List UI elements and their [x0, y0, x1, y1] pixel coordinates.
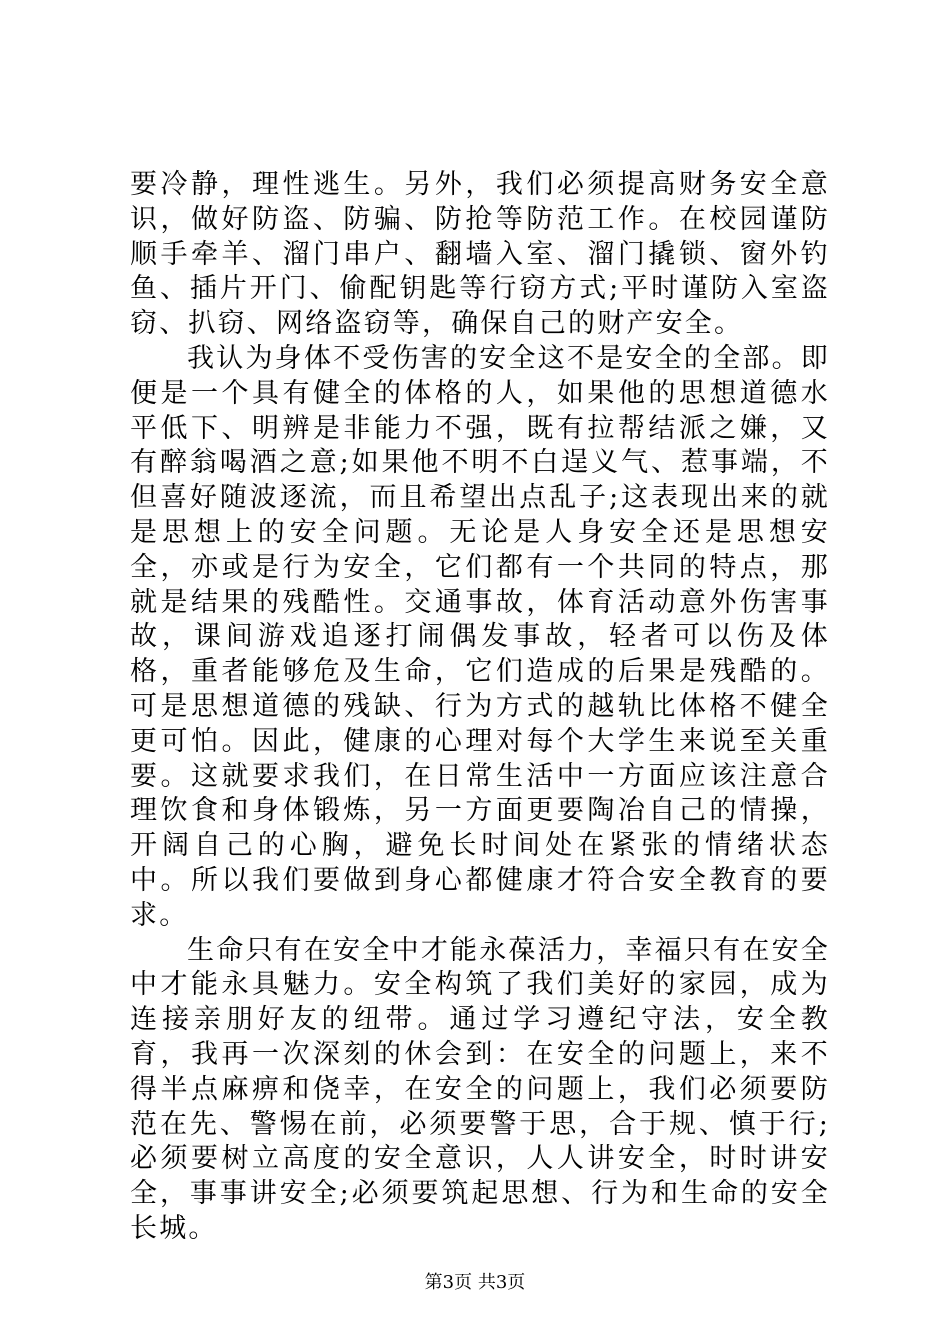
page-number-footer: 第3页 共3页 [424, 1272, 526, 1293]
paragraph-mental-safety: 我认为身体不受伤害的安全这不是安全的全部。即便是一个具有健全的体格的人，如果他的思想道德水平低下、明辨是非能力不强，既有拉帮结派之嫌，又有醉翁喝酒之意;如果他不明不白逞义气、惹事端，不但喜好随波逐流，而且希望出点乱子;这表现出来的就是思想上的安全问题。无论是人身安全还是思想安全，亦或是行为安全，它们都有一个共同的特点，那就是结果的残酷性。交通事故，体育活动意外伤害事故，课间游戏追逐打闹偶发事故，轻者可以伤及体格，重者能够危及生命，它们造成的后果是残酷的。可是思想道德的残缺、行为方式的越轨比体格不健全更可怕。因此，健康的心理对每个大学生来说至关重要。这就要求我们，在日常生活中一方面应该注意合理饮食和身体锻炼，另一方面更要陶冶自己的情操，开阔自己的心胸，避免长时间处在紧张的情绪状态中。所以我们要做到身心都健康才符合安全教育的要求。 [130, 342, 830, 931]
paragraph-conclusion: 生命只有在安全中才能永葆活力，幸福只有在安全中才能永具魅力。安全构筑了我们美好的家园，成为连接亲朋好友的纽带。通过学习遵纪守法，安全教育，我再一次深刻的休会到：在安全的问题上，来不得半点麻痹和侥幸，在安全的问题上，我们必须要防范在先、警惕在前，必须要警于思，合于规、慎于行;必须要树立高度的安全意识，人人讲安全，时时讲安全，事事讲安全;必须要筑起思想、行为和生命的安全长城。 [130, 934, 830, 1244]
document-body [130, 168, 830, 1247]
paragraph-continuation: 要冷静，理性逃生。另外，我们必须提高财务安全意识，做好防盗、防骗、防抢等防范工作。在校园谨防顺手牵羊、溜门串户、翻墙入室、溜门撬锁、窗外钓鱼、插片开门、偷配钥匙等行窃方式;平时谨防入室盗窃、扒窃、网络盗窃等，确保自己的财产安全。 [130, 169, 830, 340]
